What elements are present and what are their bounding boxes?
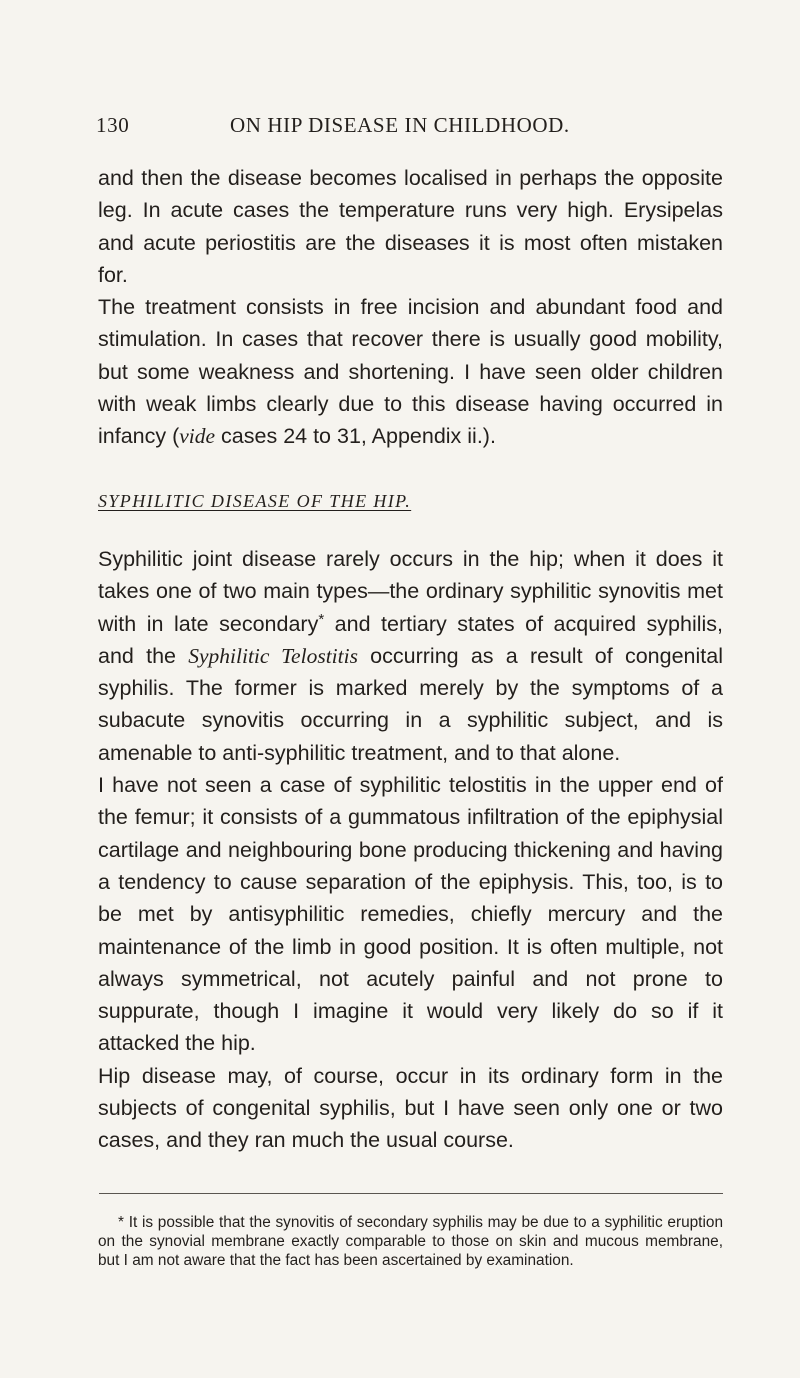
paragraph-3-text-c: occurring as a result of congenital syphilis. The former is marked merely by the symptoms of a subacute synovitis occurring in a syphilitic subject, and is amenable to anti-syphilitic treatment, and to that alone. <box>98 643 723 765</box>
paragraph-1 <box>98 162 723 291</box>
paragraph-3-text-b: and tertiary states of acquired syphilis, and the <box>98 611 723 668</box>
paragraph-5-text: Hip disease may, of course, occur in its ordinary form in the subjects of congenital syphilis, but I have seen only one or two cases, and they ran much the usual course. <box>98 1063 723 1153</box>
paragraph-3-italic: Syphilitic Telostitis <box>188 643 358 668</box>
page-number: 130 <box>96 113 130 137</box>
paragraph-2-text-b: cases 24 to 31, Appendix ii.). <box>215 424 496 449</box>
footnote-reference: * <box>318 610 325 628</box>
paragraph-4-text: I have not seen a case of syphilitic telostitis in the upper end of the femur; it consists of a gummatous infiltration of the epiphysial cartilage and neighbouring bone producing thickening and having a tendency to cause separation of the epiphysis. This, too, is to be met by antisyphilitic remedies, chiefly mercury and the maintenance of the limb in good position. It is often multiple, not always symmetrical, not acutely painful and not prone to suppurate, though I imagine it would very likely do so if it attacked the hip. <box>98 773 723 1056</box>
running-head <box>96 113 736 143</box>
paragraph-3-text-a: Syphilitic joint disease rarely occurs in the hip; when it does it takes one of two main types—the ordinary syphilitic synovitis met with in late secondary <box>98 546 723 636</box>
footnote-divider <box>99 1193 723 1194</box>
paragraph-2 <box>98 291 723 452</box>
footnote-text: It is possible that the synovitis of secondary syphilis may be due to a syphilitic eruption on the synovial membrane exactly comparable to those on skin and mucous membrane, but I am not aware that the fact has been ascertained by examination. <box>98 1214 723 1269</box>
footnote-mark: * <box>118 1214 124 1231</box>
paragraph-1-text: and then the disease becomes localised in perhaps the opposite leg. In acute cases the temperature runs very high. Erysipelas and acute periostitis are the diseases it is most often mistaken for. <box>98 166 723 287</box>
paragraph-4 <box>98 769 723 1060</box>
paragraph-3 <box>98 543 723 769</box>
paragraph-5 <box>98 1060 723 1157</box>
section-heading: SYPHILITIC DISEASE OF THE HIP. <box>98 490 412 511</box>
paragraph-2-italic: vide <box>179 424 216 449</box>
footnote <box>98 1213 723 1270</box>
paragraph-2-text-a: The treatment consists in free incision and abundant food and stimulation. In cases that recover there is usually good mobility, but some weakness and shortening. I have seen older children with weak limbs clearly due to this disease having occurred in infancy ( <box>98 295 723 449</box>
running-head-title: ON HIP DISEASE IN CHILDHOOD. <box>230 113 570 137</box>
body-text <box>98 162 723 1157</box>
